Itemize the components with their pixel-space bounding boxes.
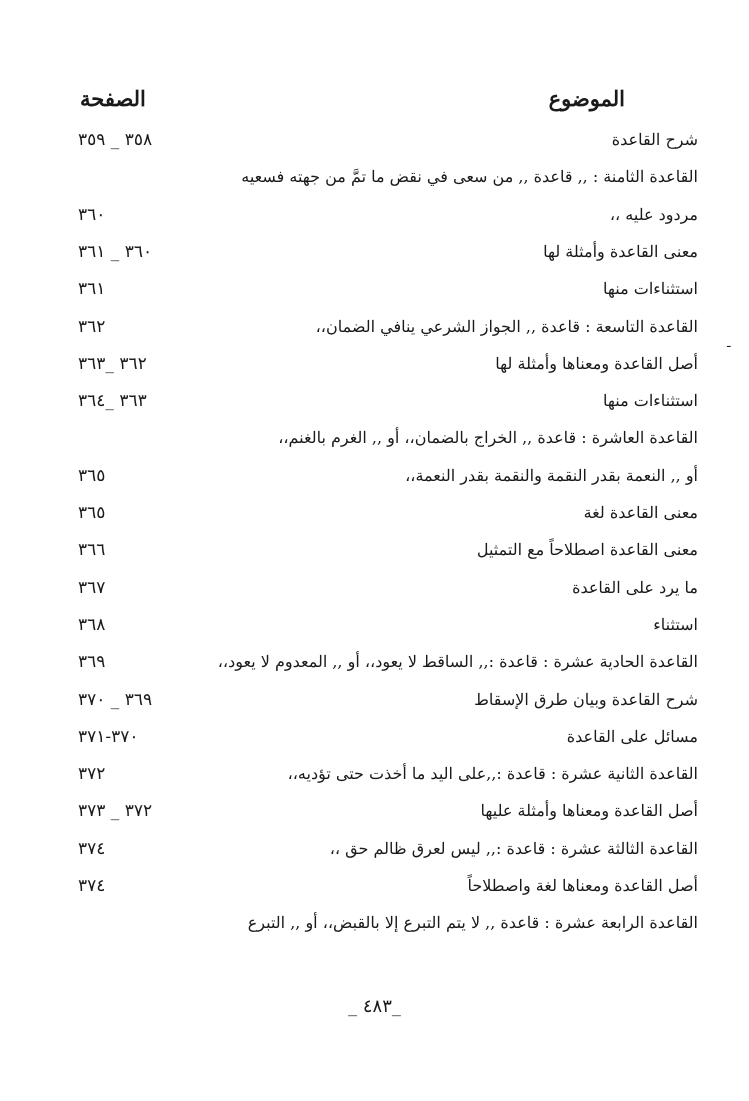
- entry-topic: القاعدة العاشرة : قاعدة ,, الخراج بالضمان،، أو ,, الغرم بالغنم،،: [278, 428, 698, 448]
- entry-topic: استثناءات منها: [603, 391, 698, 411]
- table-header: [80, 86, 625, 118]
- entry-page-number: ٣٦٩: [78, 652, 106, 673]
- entry-page-number: ٣٦٥: [78, 465, 106, 486]
- entry-page-number: ٣٦٣ _٣٦٤: [78, 391, 147, 412]
- index-entry: [78, 124, 698, 156]
- entry-topic: القاعدة الحادية عشرة : قاعدة :,, الساقط لا يعود،، أو ,, المعدوم لا يعود،،: [217, 652, 698, 672]
- entry-topic: أو ,, النعمة بقدر النقمة والنقمة بقدر النعمة،،: [405, 465, 698, 485]
- entry-page-number: ٣٦٢: [78, 316, 106, 337]
- entry-topic: أصل القاعدة ومعناها وأمثلة عليها: [480, 801, 698, 821]
- index-entry: [78, 348, 698, 380]
- index-entry: [78, 609, 698, 641]
- entry-page-number: ٣٧٤: [78, 876, 106, 896]
- index-entry: [78, 870, 698, 902]
- index-entry: [78, 646, 698, 678]
- entry-page-number: ٣٦٥: [78, 503, 106, 523]
- entry-topic: القاعدة التاسعة : قاعدة ,, الجواز الشرعي ينافي الضمان،،: [315, 316, 698, 336]
- entry-page-number: ٣٦٧: [78, 577, 106, 598]
- index-entry: [78, 534, 698, 566]
- entry-page-number: ٣٥٨ _ ٣٥٩: [78, 130, 153, 150]
- entry-page-number: ٣٧٤: [78, 838, 106, 859]
- index-entry: [78, 199, 698, 231]
- index-entry: [78, 684, 698, 716]
- entry-topic: ما يرد على القاعدة: [572, 577, 698, 597]
- entry-page-number: ٣٦١: [78, 279, 106, 300]
- index-entry: [78, 460, 698, 492]
- index-entry: [78, 833, 698, 865]
- index-entry: [78, 497, 698, 529]
- index-entry: [78, 422, 698, 454]
- entry-topic: مردود عليه ،،: [609, 204, 698, 224]
- index-entry: [78, 236, 698, 268]
- index-entry: [78, 907, 698, 939]
- entry-page-number: ٣٦٠ _ ٣٦١: [78, 241, 153, 262]
- entry-topic: شرح القاعدة: [611, 130, 698, 149]
- index-entry: [78, 758, 698, 790]
- index-entry: [78, 273, 698, 305]
- page-number: _٤٨٣ _: [348, 996, 401, 1017]
- index-entry: [78, 385, 698, 417]
- entry-page-number: ٣٧٢ _ ٣٧٣: [78, 801, 153, 822]
- margin-mark: ـ: [727, 336, 731, 350]
- entry-topic: القاعدة الثالثة عشرة : قاعدة :,, ليس لعرق ظالم حق ،،: [329, 838, 698, 858]
- entry-topic: معنى القاعدة وأمثلة لها: [543, 241, 698, 261]
- subject-column-heading: الموضوع: [548, 86, 625, 111]
- index-entry: [78, 311, 698, 343]
- entry-page-number: ٣٦٨: [78, 614, 106, 635]
- entry-page-number: ٣٦٠: [78, 204, 106, 225]
- entry-topic: استثناءات منها: [603, 279, 698, 299]
- entry-page-number: ٣٦٢ _٣٦٣: [78, 353, 147, 374]
- entry-page-number: ٣٦٦: [78, 540, 106, 561]
- index-entry: [78, 721, 698, 753]
- page-column-heading: الصفحة: [80, 86, 146, 111]
- entry-page-number: ٣٧٠-٣٧١: [78, 726, 139, 747]
- entry-topic: شرح القاعدة وبيان طرق الإسقاط: [474, 689, 698, 709]
- index-entry: [78, 161, 698, 193]
- entry-topic: القاعدة الثامنة : ,, قاعدة ,, من سعى في نقض ما تمَّ من جهته فسعيه: [241, 167, 698, 187]
- entry-page-number: ٣٦٩ _ ٣٧٠: [78, 689, 153, 710]
- entry-topic: أصل القاعدة ومعناها وأمثلة لها: [495, 353, 698, 373]
- index-entry: [78, 795, 698, 827]
- entry-topic: مسائل على القاعدة: [566, 726, 698, 746]
- index-entry: [78, 572, 698, 604]
- entry-topic: معنى القاعدة لغة: [583, 503, 698, 522]
- entry-topic: استثناء: [653, 614, 698, 634]
- entry-topic: أصل القاعدة ومعناها لغة واصطلاحاً: [467, 876, 698, 895]
- entry-topic: القاعدة الثانية عشرة : قاعدة :,,على اليد ما أخذت حتى تؤديه،،: [287, 764, 698, 784]
- entry-topic: معنى القاعدة اصطلاحاً مع التمثيل: [476, 540, 698, 560]
- entry-topic: القاعدة الرابعة عشرة : قاعدة ,, لا يتم التبرع إلا بالقبض،، أو ,, التبرع: [247, 913, 698, 933]
- entry-page-number: ٣٧٢: [78, 764, 106, 785]
